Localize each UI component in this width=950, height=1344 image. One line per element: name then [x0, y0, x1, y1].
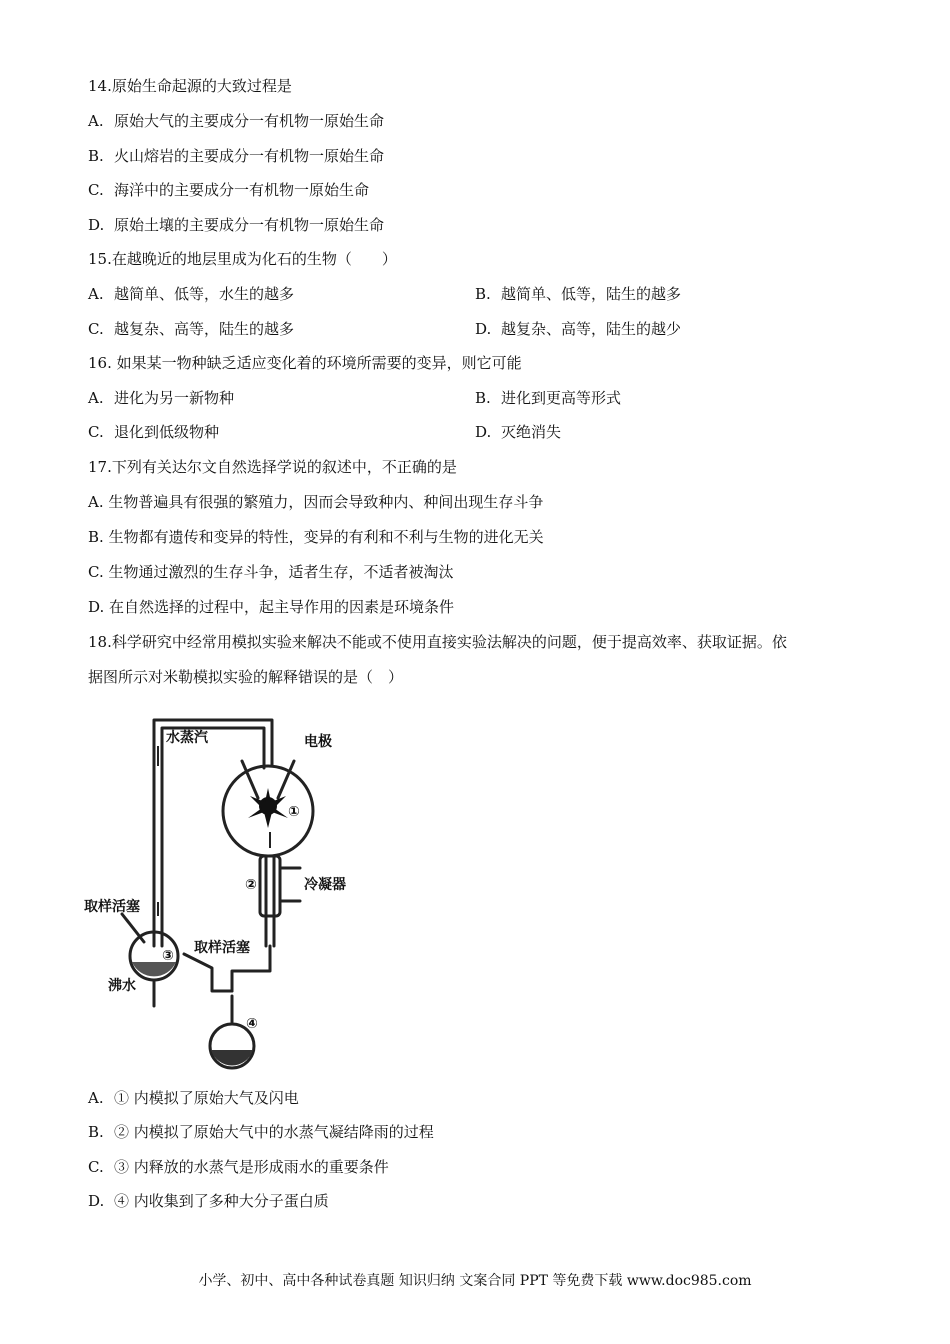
- option-label: B.: [475, 285, 491, 303]
- q18-option-c: [88, 1157, 389, 1177]
- option-text: 越简单、低等，陆生的越多: [501, 285, 682, 303]
- q16-option-b: [475, 388, 621, 408]
- q18-option-a: [88, 1088, 299, 1108]
- option-label: D.: [475, 320, 492, 338]
- q17-option-a: [88, 492, 543, 512]
- option-text: 生物普遍具有很强的繁殖力，因而会导致种内、种间出现生存斗争: [108, 493, 544, 511]
- q17-stem: 17.下列有关达尔文自然选择学说的叙述中，不正确的是: [88, 458, 457, 476]
- option-text: 生物都有遗传和变异的特性，变异的有利和不利与生物的进化无关: [108, 528, 544, 546]
- option-label: C.: [88, 423, 104, 441]
- q18-stem-line1: 18.科学研究中经常用模拟实验来解决不能或不使用直接实验法解决的问题，便于提高效率、获取证据。依: [88, 633, 787, 651]
- option-text: 在自然选择的过程中，起主导作用的因素是环境条件: [109, 598, 455, 616]
- option-label: A.: [88, 1089, 104, 1107]
- boiling-water-label: 沸水: [108, 978, 136, 994]
- option-text: ③ 内释放的水蒸气是形成雨水的重要条件: [114, 1158, 389, 1176]
- q16-option-c: [88, 422, 219, 442]
- option-label: D.: [88, 598, 105, 616]
- option-text: 原始大气的主要成分一有机物一原始生命: [114, 112, 385, 130]
- option-text: 原始土壤的主要成分一有机物一原始生命: [114, 216, 385, 234]
- q15-option-b: [475, 284, 681, 304]
- option-label: C.: [88, 320, 104, 338]
- option-text: ② 内模拟了原始大气中的水蒸气凝结降雨的过程: [114, 1123, 434, 1141]
- option-text: 越复杂、高等，陆生的越少: [501, 320, 682, 338]
- option-label: D.: [88, 1192, 105, 1210]
- q16-option-d: [475, 422, 561, 442]
- option-text: 越复杂、高等，陆生的越多: [114, 320, 295, 338]
- option-text: 火山熔岩的主要成分一有机物一原始生命: [114, 147, 385, 165]
- q18-option-b: [88, 1122, 434, 1142]
- condenser-label: 冷凝器: [304, 877, 346, 893]
- q17-option-b: [88, 527, 544, 547]
- q16-option-a: [88, 388, 234, 408]
- option-text: 进化为另一新物种: [114, 389, 235, 407]
- left-tube: [154, 720, 272, 946]
- option-label: D.: [475, 423, 492, 441]
- condenser-jacket: [260, 856, 280, 916]
- mark-3: ③: [162, 948, 174, 964]
- option-text: 越简单、低等，水生的越多: [114, 285, 295, 303]
- q17-option-d: [88, 597, 454, 617]
- spark-burst: [248, 788, 288, 828]
- mark-1: ①: [288, 804, 300, 820]
- option-label: B.: [475, 389, 491, 407]
- option-text: 灭绝消失: [501, 423, 562, 441]
- option-label: C.: [88, 1158, 104, 1176]
- option-label: D.: [88, 216, 105, 234]
- option-text: ④ 内收集到了多种大分子蛋白质: [114, 1192, 329, 1210]
- q14-option-a: [88, 111, 384, 131]
- option-text: 进化到更高等形式: [501, 389, 622, 407]
- page-footer: 小学、初中、高中各种试卷真题 知识归纳 文案合同 PPT 等免费下载 www.doc985.com: [198, 1273, 752, 1289]
- option-label: B.: [88, 147, 104, 165]
- q15-option-c: [88, 319, 294, 339]
- mark-2: ②: [245, 877, 257, 893]
- option-text: 退化到低级物种: [114, 423, 220, 441]
- option-label: C.: [88, 563, 104, 581]
- option-text: 海洋中的主要成分一有机物一原始生命: [114, 181, 370, 199]
- q15-option-d: [475, 319, 681, 339]
- sample-valve-right-label: 取样活塞: [194, 940, 250, 956]
- q14-stem: 14.原始生命起源的大致过程是: [88, 77, 292, 95]
- q18-stem-line2: 据图所示对米勒模拟实验的解释错误的是（ ）: [88, 668, 404, 686]
- u-tube-left: [184, 954, 232, 991]
- miller-apparatus-figure: [82, 706, 372, 1081]
- option-label: A.: [88, 493, 104, 511]
- option-label: A.: [88, 285, 104, 303]
- left-tube-inner: [162, 728, 264, 946]
- option-text: ① 内模拟了原始大气及闪电: [114, 1089, 299, 1107]
- q17-option-c: [88, 562, 454, 582]
- mark-4: ④: [246, 1016, 258, 1032]
- q14-option-b: [88, 146, 384, 166]
- option-text: 生物通过激烈的生存斗争，适者生存，不适者被淘汰: [108, 563, 454, 581]
- sample-valve-left-label: 取样活塞: [84, 899, 140, 915]
- option-label: B.: [88, 1123, 104, 1141]
- q18-option-d: [88, 1191, 329, 1211]
- electrode-label: 电极: [304, 734, 332, 750]
- option-label: B.: [88, 528, 104, 546]
- q16-stem: 16. 如果某一物种缺乏适应变化着的环境所需要的变异，则它可能: [88, 354, 522, 372]
- option-label: A.: [88, 112, 104, 130]
- q15-option-a: [88, 284, 294, 304]
- option-label: C.: [88, 181, 104, 199]
- sampling-arm-left: [122, 914, 144, 942]
- q14-option-d: [88, 215, 384, 235]
- q14-option-c: [88, 180, 369, 200]
- q15-stem: 15.在越晚近的地层里成为化石的生物（ ）: [88, 250, 397, 268]
- option-label: A.: [88, 389, 104, 407]
- steam-label: 水蒸汽: [166, 730, 208, 746]
